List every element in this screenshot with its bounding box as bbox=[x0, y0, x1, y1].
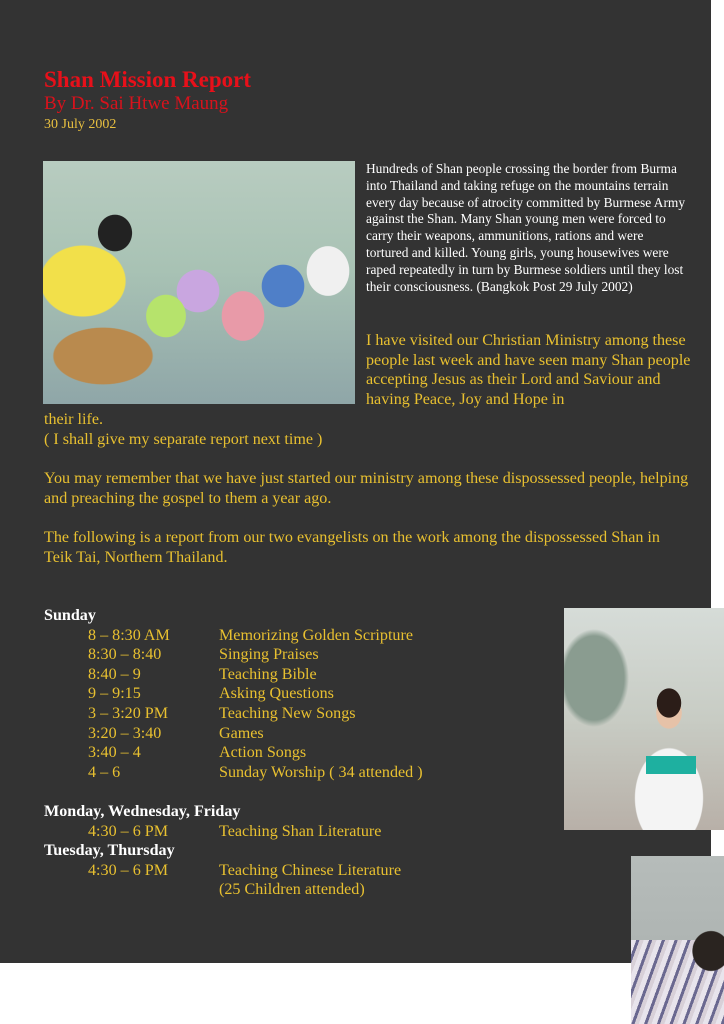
schedule-row bbox=[44, 626, 564, 646]
schedule-day-heading: Sunday bbox=[44, 607, 96, 624]
schedule-time: 8:40 – 9 bbox=[88, 665, 141, 683]
schedule-row bbox=[44, 684, 564, 704]
schedule-day-heading: Monday, Wednesday, Friday bbox=[44, 802, 241, 820]
schedule-row bbox=[44, 822, 564, 842]
ministry-paragraph-end: their life. ( I shall give my separate report next time ) bbox=[44, 411, 323, 448]
ministry-paragraph-start: I have visited our Christian Ministry among these people last week and have seen many Shan people accepting Jesus as their Lord and Saviour and having Peace, Joy and Hope in bbox=[366, 332, 691, 408]
schedule-time: 3 – 3:20 PM bbox=[88, 704, 169, 722]
schedule-activity: (25 Children attended) bbox=[219, 881, 365, 899]
schedule-day-heading: Tuesday, Thursday bbox=[44, 842, 175, 860]
schedule-time: 3:40 – 4 bbox=[88, 744, 141, 762]
schedule-activity: Games bbox=[219, 724, 264, 742]
author-byline: By Dr. Sai Htwe Maung bbox=[44, 93, 229, 114]
schedule-activity: Teaching New Songs bbox=[219, 704, 356, 722]
schedule-row bbox=[44, 861, 564, 881]
schedule-time: 4:30 – 6 PM bbox=[88, 822, 169, 840]
schedule-row bbox=[44, 645, 564, 665]
schedule-row bbox=[44, 763, 564, 783]
spacer bbox=[44, 782, 564, 802]
schedule-row bbox=[44, 665, 564, 685]
schedule-row bbox=[44, 880, 564, 900]
schedule-row bbox=[44, 704, 564, 724]
news-excerpt: Hundreds of Shan people crossing the border from Burma into Thailand and taking refuge on the mountains terrain every day because of atrocity committed by Burmese Army against the Shan. Many Shan young men were forced to carry their weapons, ammunitions, rations and were tortured and killed. Young girls, young housewives were raped repeatedly in turn by Burmese soldiers until they lost their consciousness. (Bangkok Post 29 July 2002) bbox=[366, 161, 686, 294]
young-woman-portrait-photo bbox=[564, 608, 724, 830]
schedule-time: 8:30 – 8:40 bbox=[88, 646, 162, 664]
schedule-activity: Sunday Worship ( 34 attended ) bbox=[219, 763, 423, 781]
schedule-activity: Memorizing Golden Scripture bbox=[219, 626, 413, 644]
schedule-row bbox=[44, 724, 564, 744]
report-title: Shan Mission Report bbox=[44, 67, 252, 92]
weekly-schedule bbox=[44, 606, 564, 900]
schedule-activity: Teaching Shan Literature bbox=[219, 822, 382, 840]
schedule-time: 4:30 – 6 PM bbox=[88, 861, 169, 879]
paragraph-following: The following is a report from our two evangelists on the work among the dispossessed Shan in Teik Tai, Northern Thailand. bbox=[44, 529, 660, 566]
schedule-activity: Teaching Chinese Literature bbox=[219, 861, 402, 879]
schedule-time: 4 – 6 bbox=[88, 763, 121, 781]
schedule-activity: Asking Questions bbox=[219, 685, 334, 703]
sweater-logo-band bbox=[646, 756, 696, 774]
paragraph-remember: You may remember that we have just started our ministry among these dispossessed people, helping and preaching the gospel to them a year ago. bbox=[44, 470, 689, 507]
schedule-time: 8 – 8:30 AM bbox=[88, 626, 170, 644]
schedule-row bbox=[44, 743, 564, 763]
guitar-teaching-children-photo bbox=[43, 161, 355, 404]
report-date: 30 July 2002 bbox=[44, 117, 117, 132]
schedule-time: 9 – 9:15 bbox=[88, 685, 141, 703]
man-striped-shirt-photo bbox=[631, 856, 724, 1024]
schedule-time: 3:20 – 3:40 bbox=[88, 724, 162, 742]
schedule-activity: Teaching Bible bbox=[219, 665, 317, 683]
schedule-activity: Action Songs bbox=[219, 744, 307, 762]
schedule-time bbox=[44, 880, 219, 900]
schedule-activity: Singing Praises bbox=[219, 646, 319, 664]
